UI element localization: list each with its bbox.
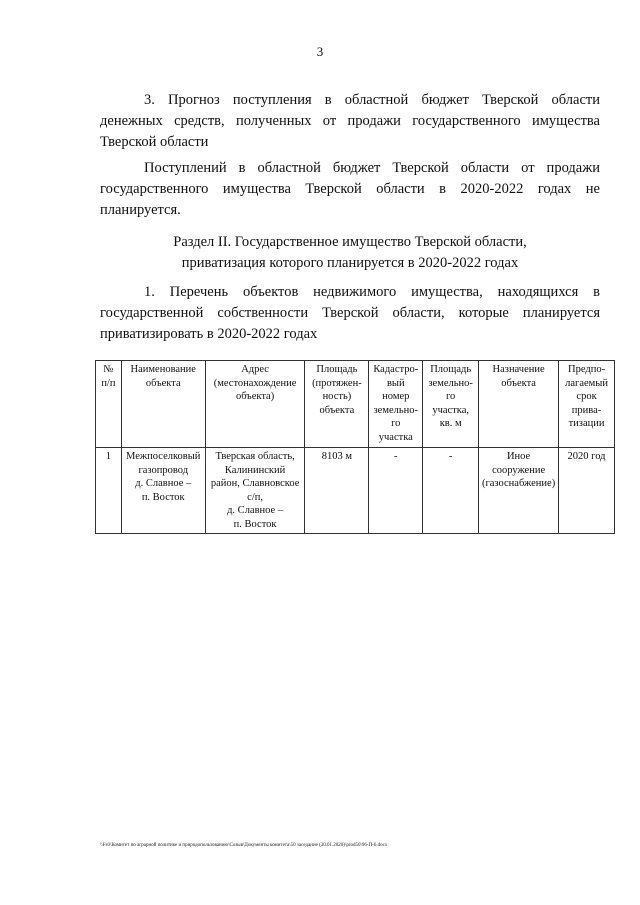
- cell-cadastral-number: -: [369, 448, 423, 534]
- header-name: Наименование объекта: [121, 361, 205, 448]
- section3-line: 3. Прогноз поступления в областной бюджет Тверской области: [144, 92, 600, 108]
- list-item-1-heading: [100, 282, 600, 345]
- cell-name: Межпоселковый газопровод д. Славное – п. Восток: [121, 448, 205, 534]
- privatization-income-paragraph: [100, 158, 600, 221]
- section2-line: приватизация которого планируется в 2020-2022 годах: [181, 255, 519, 271]
- cell-purpose: Иное сооружение (газоснабжение): [479, 448, 559, 534]
- section3-line: Тверской области: [100, 134, 209, 150]
- paragraph-line: планируется.: [100, 202, 181, 218]
- list-line: приватизировать в 2020-2022 годах: [100, 326, 318, 342]
- paragraph-line: государственного имущества Тверской области в 2020-2022 годах не: [100, 181, 600, 197]
- page-number: 3: [316, 44, 324, 59]
- list-line: 1. Перечень объектов недвижимого имущества, находящихся в: [144, 284, 600, 300]
- header-address: Адрес (местонахождение объекта): [205, 361, 305, 448]
- header-privatization-term: Предпо- лагаемый срок прива- тизации: [559, 361, 615, 448]
- cell-privatization-term: 2020 год: [559, 448, 615, 534]
- cell-address: Тверская область, Калининский район, Славновское с/п, д. Славное – п. Восток: [205, 448, 305, 534]
- list-line: государственной собственности Тверской области, которые планируется: [100, 305, 600, 321]
- section3-line: денежных средств, полученных от продажи государственного имущества: [100, 113, 600, 129]
- header-land-area: Площадь земельно- го участка, кв. м: [423, 361, 479, 448]
- header-purpose: Назначение объекта: [479, 361, 559, 448]
- real-estate-objects-table: [95, 360, 615, 534]
- section2-heading: [100, 232, 600, 274]
- table-row: [96, 448, 615, 534]
- header-area: Площадь (протяжен- ность) объекта: [305, 361, 369, 448]
- header-number: № п/п: [96, 361, 122, 448]
- cell-land-area: -: [423, 448, 479, 534]
- header-cadastral-number: Кадастро- вый номер земельно- го участка: [369, 361, 423, 448]
- footer-file-path: \\Fs0\Комитет по аграрной политике и природопользованию\Созыв\Документы комитета\50 заседание (30.01.2020)\prod50\96-П-6.docx: [100, 843, 388, 848]
- cell-number: 1: [96, 448, 122, 534]
- section3-heading: [100, 90, 600, 153]
- cell-area: 8103 м: [305, 448, 369, 534]
- paragraph-line: Поступлений в областной бюджет Тверской области от продажи: [144, 160, 600, 176]
- table-header-row: [96, 361, 615, 448]
- section2-line: Раздел II. Государственное имущество Тверской области,: [173, 234, 527, 250]
